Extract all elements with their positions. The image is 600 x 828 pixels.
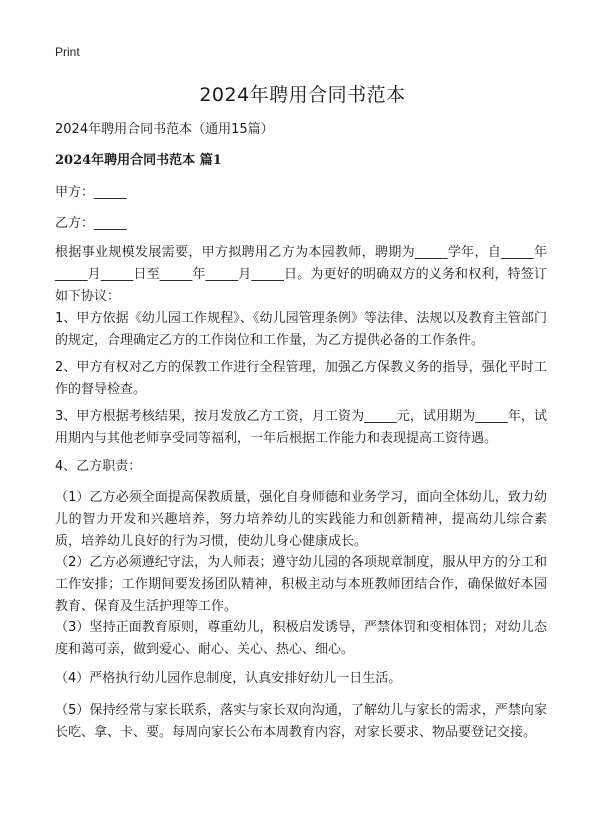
section-heading: 2024年聘用合同书范本 篇1	[55, 153, 222, 168]
clause-2: 2、甲方有权对乙方的保教工作进行全程管理，加强乙方保教义务的指导，强化平时工作的督导检查。	[55, 360, 547, 397]
duty-3: （3）坚持正面教育原则，尊重幼儿，积极启发诱导，严禁体罚和变相体罚；对幼儿态度和蔼可亲，做到爱心、耐心、关心、热心、细心。	[55, 620, 547, 657]
clause-1: 1、甲方依据《幼儿园工作规程》、《幼儿园管理条例》等法律、法规以及教育主管部门的规定，合理确定乙方的工作岗位和工作量，为乙方提供必备的工作条件。	[55, 311, 547, 348]
duty-4: （4）严格执行幼儿园作息制度，认真安排好幼儿一日生活。	[55, 671, 402, 686]
intro-paragraph: 根据事业规模发展需要，甲方拟聘用乙方为本园教师，聘期为_____学年，自_____年_____月_____日至_____年_____月_____日。为更好的明确双方的义务和权利，特签订如下协议：	[55, 245, 547, 304]
print-link[interactable]: Print	[55, 45, 80, 59]
duty-5: （5）保持经常与家长联系，落实与家长双向沟通，了解幼儿与家长的需求，严禁向家长吃、拿、卡、要。每周向家长公布本周教育内容，对家长要求、物品要登记交接。	[55, 703, 547, 740]
page-title: 2024年聘用合同书范本	[199, 84, 406, 106]
clause-3: 3、甲方根据考核结果，按月发放乙方工资，月工资为_____元，试用期为_____年，试用期内与其他老师享受同等福利，一年后根据工作能力和表现提高工资待遇。	[55, 409, 547, 446]
clause-4: 4、乙方职责：	[55, 459, 142, 474]
document-subtitle: 2024年聘用合同书范本（通用15篇）	[55, 122, 274, 137]
duty-1: （1）乙方必须全面提高保教质量，强化自身师德和业务学习，面向全体幼儿，致力幼儿的智力开发和兴趣培养，努力培养幼儿的实践能力和创新精神，提高幼儿综合素质，培养幼儿良好的行为习惯，使幼儿身心健康成长。	[55, 490, 547, 549]
party-b-line: 乙方：_____	[55, 216, 127, 231]
duty-2: （2）乙方必须遵纪守法，为人师表；遵守幼儿园的各项规章制度，服从甲方的分工和工作安排；工作期间要发扬团队精神，积极主动与本班教师团结合作，确保做好本园教育、保育及生活护理等工作。	[55, 555, 547, 614]
party-a-line: 甲方：_____	[55, 185, 127, 200]
